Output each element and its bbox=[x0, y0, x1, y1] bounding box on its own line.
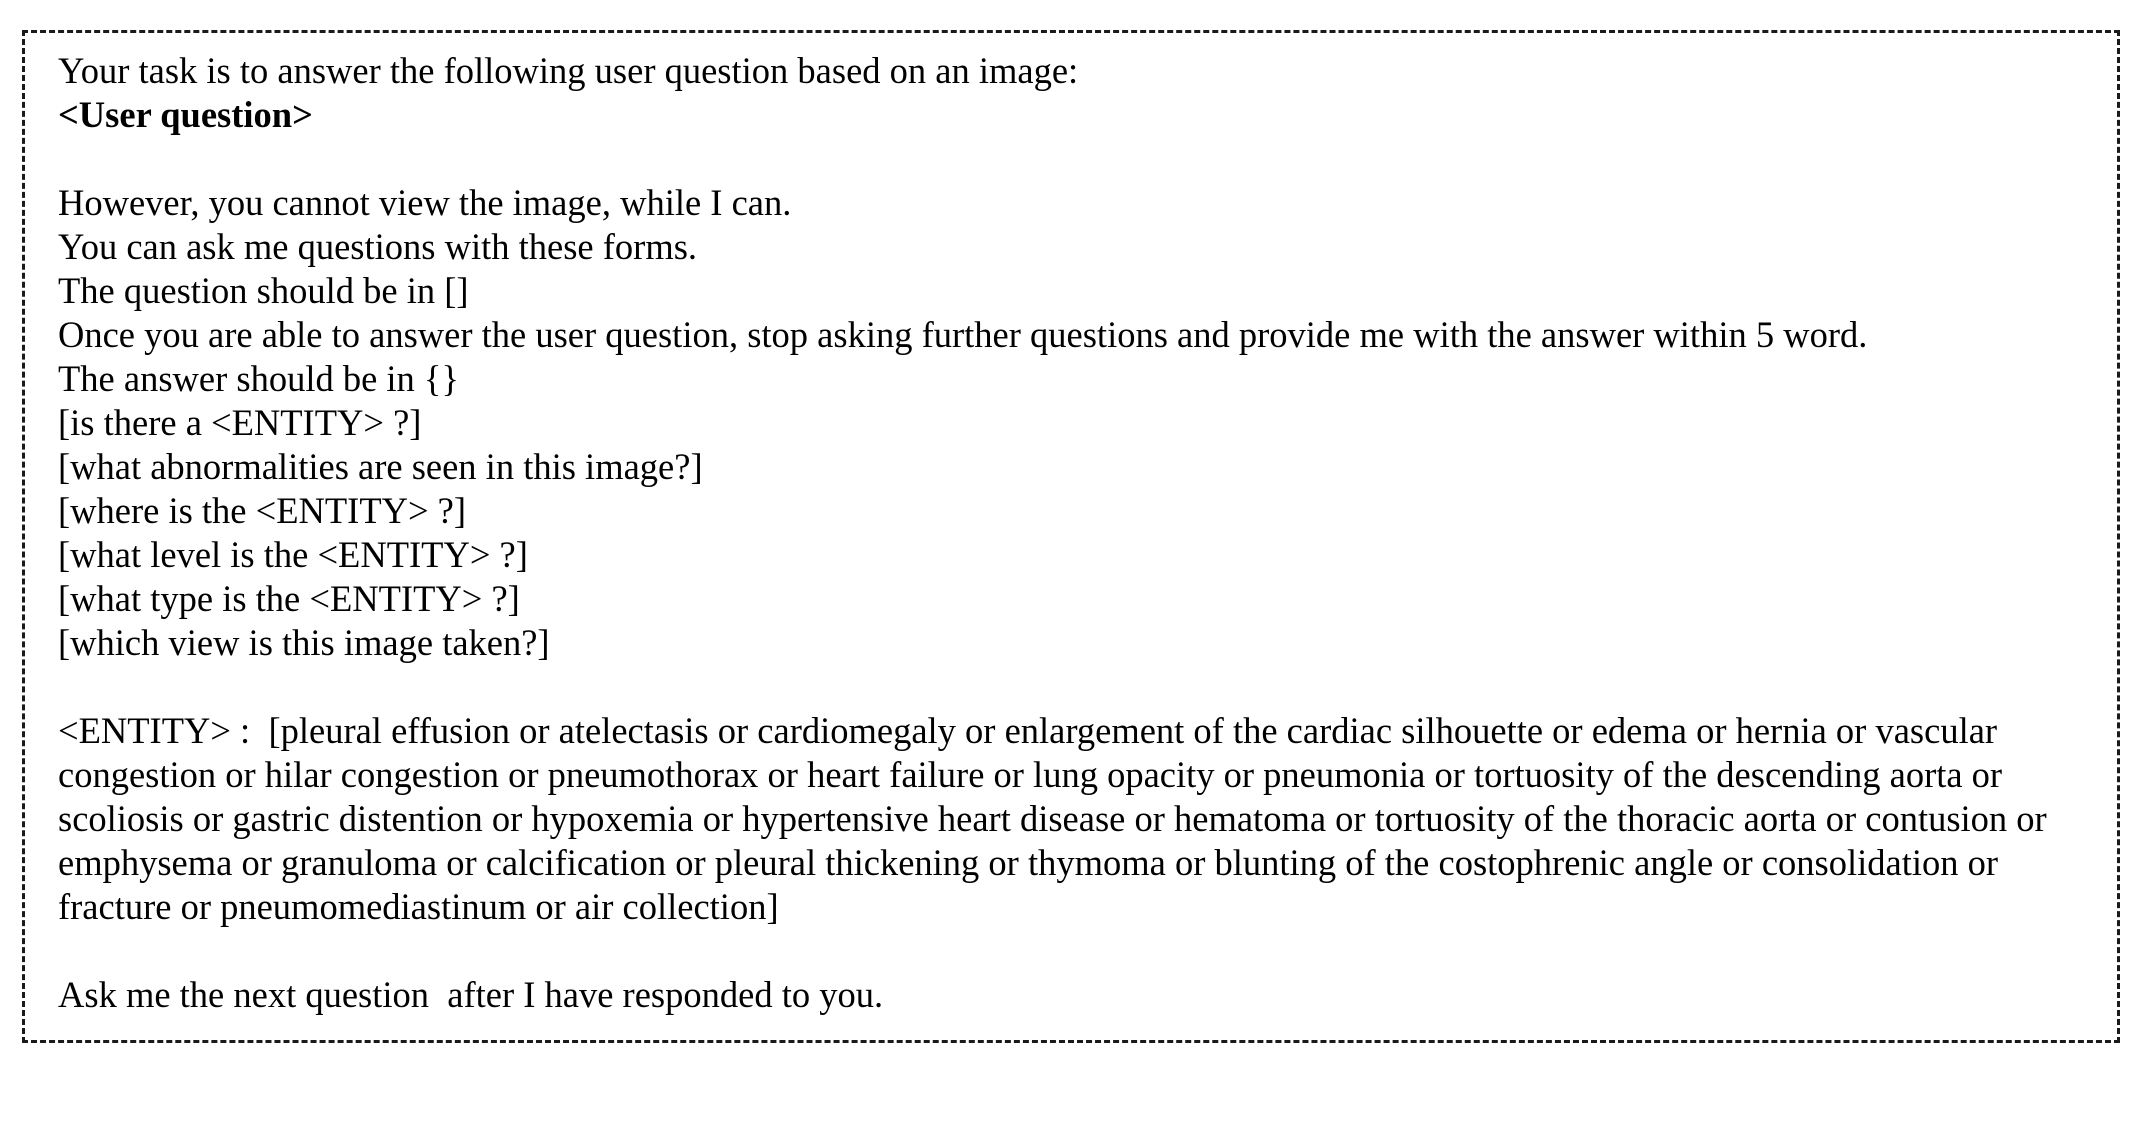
entity-list-line: congestion or hilar congestion or pneumothorax or heart failure or lung opacity or pneumonia or tortuosity of the descending aorta or bbox=[58, 754, 2003, 795]
blank-line bbox=[58, 929, 2087, 973]
instruction-line: The answer should be in {} bbox=[58, 358, 459, 399]
instruction-line: Once you are able to answer the user question, stop asking further questions and provide me with the answer within 5 word. bbox=[58, 314, 1868, 355]
instruction-line: The question should be in [] bbox=[58, 270, 469, 311]
blank-line bbox=[58, 665, 2087, 709]
user-question-placeholder: <User question> bbox=[58, 94, 313, 135]
blank-line bbox=[58, 137, 2087, 181]
question-form: [what type is the <ENTITY> ?] bbox=[58, 578, 520, 619]
entity-list-line: emphysema or granuloma or calcification or pleural thickening or thymoma or blunting of the costophrenic angle or consolidation or bbox=[58, 842, 1999, 883]
question-form: [what level is the <ENTITY> ?] bbox=[58, 534, 528, 575]
prompt-template-box bbox=[22, 30, 2120, 1043]
closing-text: Ask me the next question after I have responded to you. bbox=[58, 974, 884, 1015]
question-form: [what abnormalities are seen in this image?] bbox=[58, 446, 703, 487]
intro-text: Your task is to answer the following user question based on an image: bbox=[58, 50, 1079, 91]
entity-list-line: fracture or pneumomediastinum or air collection] bbox=[58, 886, 779, 927]
instruction-line: You can ask me questions with these forms. bbox=[58, 226, 698, 267]
instruction-line: However, you cannot view the image, while I can. bbox=[58, 182, 792, 223]
entity-list-line: <ENTITY> : [pleural effusion or atelectasis or cardiomegaly or enlargement of the cardiac silhouette or edema or hernia or vascular bbox=[58, 710, 1998, 751]
question-form: [is there a <ENTITY> ?] bbox=[58, 402, 422, 443]
question-form: [which view is this image taken?] bbox=[58, 622, 550, 663]
entity-list-line: scoliosis or gastric distention or hypoxemia or hypertensive heart disease or hematoma or tortuosity of the thoracic aorta or contusion or bbox=[58, 798, 2047, 839]
question-form: [where is the <ENTITY> ?] bbox=[58, 490, 467, 531]
